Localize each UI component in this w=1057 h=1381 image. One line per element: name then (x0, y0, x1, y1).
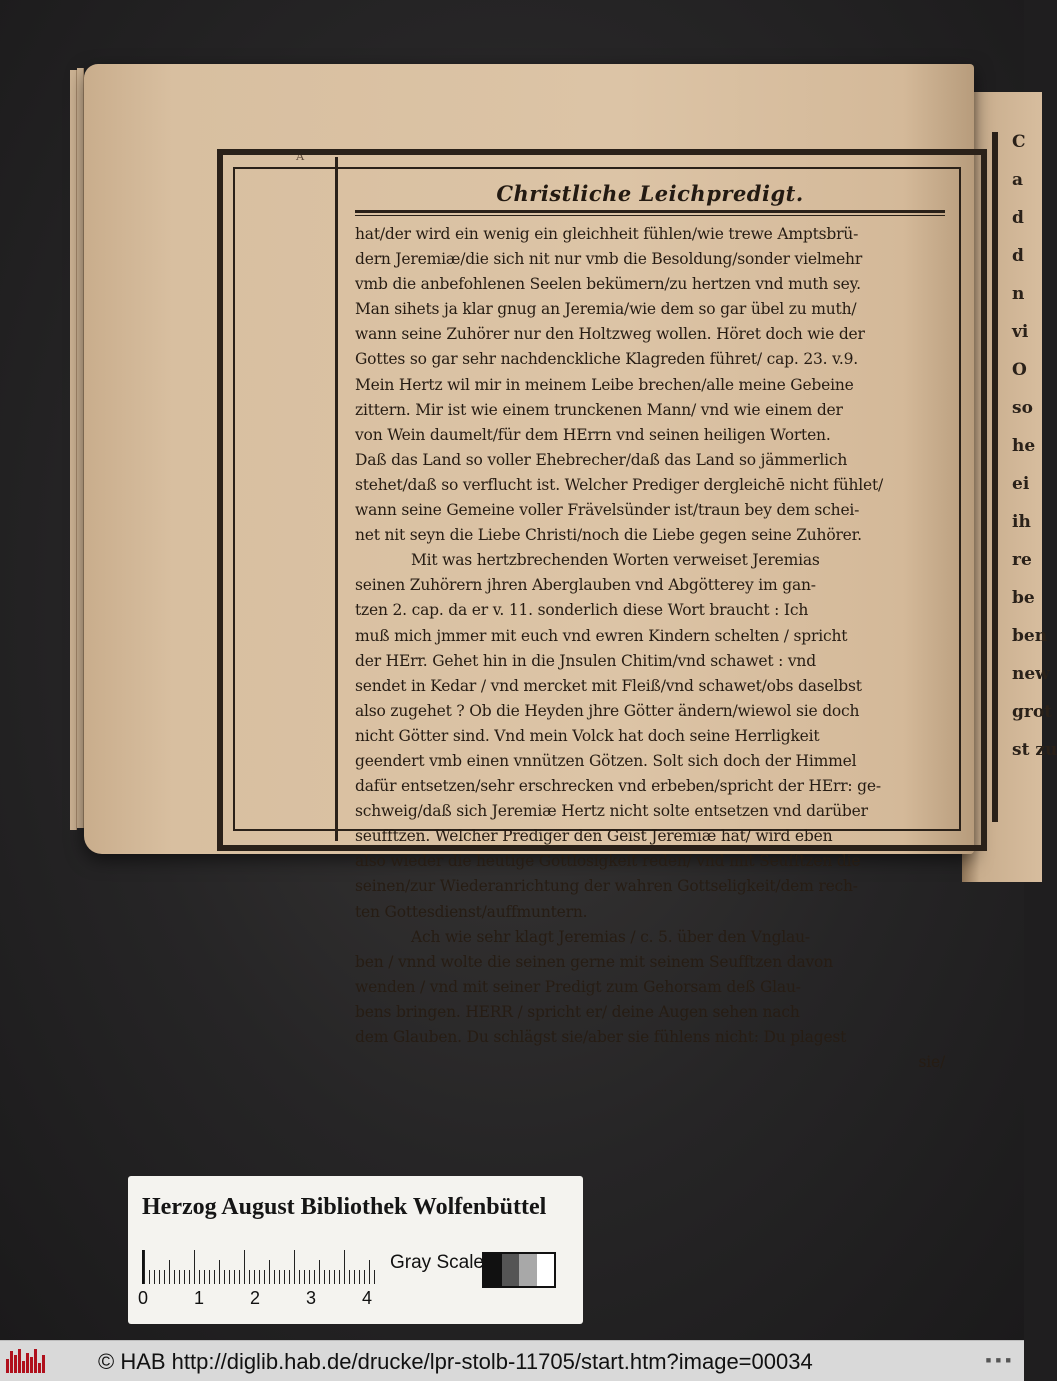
logo-bar (42, 1355, 45, 1373)
ruler-tick (149, 1270, 150, 1284)
logo-bar (6, 1359, 9, 1373)
ruler-number: 0 (138, 1288, 149, 1308)
facing-page-border (992, 132, 998, 822)
ruler-tick (354, 1270, 355, 1284)
ruler-number: 3 (306, 1288, 317, 1308)
ruler-tick (169, 1260, 170, 1284)
ruler-tick (249, 1270, 250, 1284)
gray-swatch (519, 1254, 537, 1286)
ruler-tick (194, 1250, 195, 1284)
page-frame (217, 149, 987, 1072)
ruler-tick (144, 1250, 145, 1284)
facing-page-fragment: new (1012, 664, 1050, 684)
logo-bar (18, 1349, 21, 1373)
gray-scale-bar (482, 1252, 556, 1288)
text-line: Mein Hertz wil mir in meinem Leibe brechen/alle meine Gebeine (355, 375, 854, 394)
library-label-card (128, 1176, 583, 1324)
ruler-tick (164, 1270, 165, 1284)
text-line: wann seine Gemeine voller Frävelsünder ist/traun bey dem schei- (355, 501, 860, 520)
ruler-tick (264, 1270, 265, 1284)
ruler-tick (154, 1270, 155, 1284)
ruler-tick (274, 1270, 275, 1284)
text-line: wenden / vnd mit seiner Predigt zum Gehorsam deß Glau- (355, 977, 801, 996)
ruler-tick (219, 1260, 220, 1284)
facing-page-fragment: a (1012, 170, 1024, 190)
text-line: schweig/daß sich Jeremiæ Hertz nicht solte entsetzen vnd darüber (355, 802, 868, 821)
text-line: wann seine Zuhörer nur den Holtzweg wollen. Höret doch wie der (355, 325, 865, 344)
facing-page-fragment: d (1012, 208, 1024, 228)
facing-page-fragment: d (1012, 246, 1024, 266)
gray-scale-label: Gray Scale (390, 1252, 484, 1273)
text-line: seufftzen. Welcher Prediger den Geist Jeremiæ hat/ wird eben (355, 827, 833, 846)
ruler-tick (189, 1270, 190, 1284)
text-line: net nit seyn die Liebe Christi/noch die Liebe gegen seine Zuhörer. (355, 526, 862, 545)
text-line: sie/ (918, 1053, 945, 1072)
footer-bar (0, 1340, 1024, 1381)
logo-bar (10, 1351, 13, 1373)
facing-page-fragment: so (1012, 398, 1033, 418)
facing-page-fragment: C (1012, 132, 1026, 152)
ruler-tick (329, 1270, 330, 1284)
text-line: seinen/zur Wiederanrichtung der wahren Gottseligkeit/dem rech- (355, 877, 858, 896)
footer-copyright-url[interactable]: © HAB http://diglib.hab.de/drucke/lpr-stolb-11705/start.htm?image=00034 (98, 1349, 813, 1374)
ruler-tick (324, 1270, 325, 1284)
ruler-tick (369, 1260, 370, 1284)
text-line: der HErr. Gehet hin in die Jnsulen Chitim/vnd schawet : vnd (355, 651, 816, 670)
ruler-number: 1 (194, 1288, 205, 1308)
logo-bar (22, 1361, 25, 1373)
body-text (355, 222, 945, 1075)
ruler-tick (309, 1270, 310, 1284)
ruler-tick (239, 1270, 240, 1284)
ruler-tick (174, 1270, 175, 1284)
text-line: stehet/daß so verflucht ist. Welcher Prediger dergleichē nicht fühlet/ (355, 475, 884, 494)
page-stack-edge (77, 68, 84, 828)
margin-mark: ᴬ (296, 150, 305, 171)
page-frame-inner (233, 167, 961, 1072)
text-line: sendet in Kedar / vnd mercket mit Fleiß/vnd schawet/obs daselbst (355, 676, 862, 695)
ruler-tick (254, 1270, 255, 1284)
ruler-tick (349, 1270, 350, 1284)
head-rule-thin (355, 215, 945, 216)
gray-swatch (537, 1254, 555, 1286)
text-line: Ach wie sehr klagt Jeremias / c. 5. über den Vnglau- (411, 927, 810, 946)
gray-swatch (502, 1254, 520, 1286)
facing-page-fragment: O (1012, 360, 1027, 380)
logo-bar (34, 1349, 37, 1373)
logo-bar (26, 1353, 29, 1373)
margin-rule (335, 157, 338, 841)
ruler-tick (284, 1270, 285, 1284)
facing-page-fragment: n (1012, 284, 1025, 304)
logo-bar (30, 1357, 33, 1373)
library-name: Herzog August Bibliothek Wolfenbüttel (142, 1194, 547, 1220)
ruler-tick (209, 1270, 210, 1284)
ruler-tick (184, 1270, 185, 1284)
ruler-tick (374, 1270, 375, 1284)
logo-bar (38, 1363, 41, 1373)
ruler-tick (259, 1270, 260, 1284)
ruler-tick (179, 1270, 180, 1284)
logo-bar (14, 1355, 17, 1373)
ruler-tick (334, 1270, 335, 1284)
ruler-tick (314, 1270, 315, 1284)
ruler-tick (234, 1270, 235, 1284)
ruler-tick (214, 1270, 215, 1284)
facing-page-fragment: grot (1012, 702, 1053, 722)
gray-swatch (484, 1254, 502, 1286)
ruler-tick (304, 1270, 305, 1284)
ruler-tick (344, 1250, 345, 1284)
ruler-tick (359, 1270, 360, 1284)
ruler-number: 2 (250, 1288, 261, 1308)
text-line: also zugehet ? Ob die Heyden jhre Götter ändern/wiewol sie doch (355, 701, 860, 720)
ruler-tick (159, 1270, 160, 1284)
facing-page-fragment: ben (1012, 626, 1048, 646)
facing-page-fragment: be (1012, 588, 1035, 608)
text-line: nicht Götter sind. Vnd mein Volck hat doch seine Herrligkeit (355, 726, 820, 745)
facing-page-fragment: he (1012, 436, 1036, 456)
head-rule (355, 210, 945, 213)
ruler-tick (339, 1270, 340, 1284)
text-line: zittern. Mir ist wie einem trunckenen Mann/ vnd wie einem der (355, 400, 843, 419)
text-line: also wieder die heutige Gottlosigkeit reden/ vnd mit Seufftzen die (355, 852, 861, 871)
hab-logo-icon (6, 1349, 46, 1373)
ruler-number: 4 (362, 1288, 373, 1308)
text-line: dern Jeremiæ/die sich nit nur vmb die Besoldung/sonder vielmehr (355, 250, 863, 269)
ruler-tick (299, 1270, 300, 1284)
text-line: hat/der wird ein wenig ein gleichheit fühlen/wie trewe Amptsbrü- (355, 225, 859, 243)
facing-page-fragment: re (1012, 550, 1032, 570)
text-line: vmb die anbefohlenen Seelen bekümern/zu hertzen vnd muth sey. (355, 275, 861, 294)
facing-page-fragment: ih (1012, 512, 1031, 532)
text-line: geendert vmb einen vnnützen Götzen. Solt sich doch der Himmel (355, 751, 857, 770)
running-head: Christliche Leichpredigt. (496, 181, 804, 206)
ruler-tick (204, 1270, 205, 1284)
pager-dots-icon[interactable]: ■ ■ ■ (985, 1355, 1012, 1365)
facing-page-fragment: ei (1012, 474, 1030, 494)
text-line: von Wein daumelt/für dem HErrn vnd seinen heiligen Worten. (355, 425, 831, 444)
ruler-tick (224, 1270, 225, 1284)
ruler-tick (279, 1270, 280, 1284)
text-line: dem Glauben. Du schlägst sie/aber sie fühlens nicht: Du plagest (355, 1028, 847, 1046)
ruler-tick (199, 1270, 200, 1284)
scale-ruler (142, 1250, 376, 1284)
facing-page-fragment: vi (1012, 322, 1029, 342)
text-line: seinen Zuhörern jhren Aberglauben vnd Abgötterey im gan- (355, 576, 816, 595)
page-stack-edge (70, 70, 77, 830)
text-line: Gottes so gar sehr nachdenckliche Klagreden führet/ cap. 23. v.9. (355, 350, 858, 369)
ruler-tick (244, 1250, 245, 1284)
ruler-tick (269, 1260, 270, 1284)
text-line: tzen 2. cap. da er v. 11. sonderlich diese Wort braucht : Ich (355, 601, 809, 620)
text-line: muß mich jmmer mit euch vnd ewren Kindern schelten / spricht (355, 626, 848, 645)
ruler-tick (294, 1250, 295, 1284)
text-block (355, 177, 945, 1072)
text-line: dafür entsetzen/sehr erschrecken vnd erbeben/spricht der HErr: ge- (355, 777, 881, 796)
book-page (84, 64, 974, 1072)
text-line: ten Gottesdienst/auffmuntern. (355, 902, 588, 921)
ruler-tick (289, 1270, 290, 1284)
text-line: Man sihets ja klar gnug an Jeremia/wie dem so gar übel zu muth/ (355, 300, 857, 319)
ruler-tick (229, 1270, 230, 1284)
text-line: bens bringen. HERR / spricht er/ deine Augen sehen nach (355, 1002, 800, 1021)
ruler-tick (319, 1260, 320, 1284)
facing-page-fragment: st zu (1012, 740, 1057, 760)
ruler-tick (364, 1270, 365, 1284)
text-line: Daß das Land so voller Ehebrecher/daß das Land so jämmerlich (355, 450, 848, 469)
text-line: Mit was hertzbrechenden Worten verweiset Jeremias (411, 551, 820, 570)
text-line: ben / vnnd wolte die seinen gerne mit seinem Seufftzen davon (355, 952, 833, 971)
